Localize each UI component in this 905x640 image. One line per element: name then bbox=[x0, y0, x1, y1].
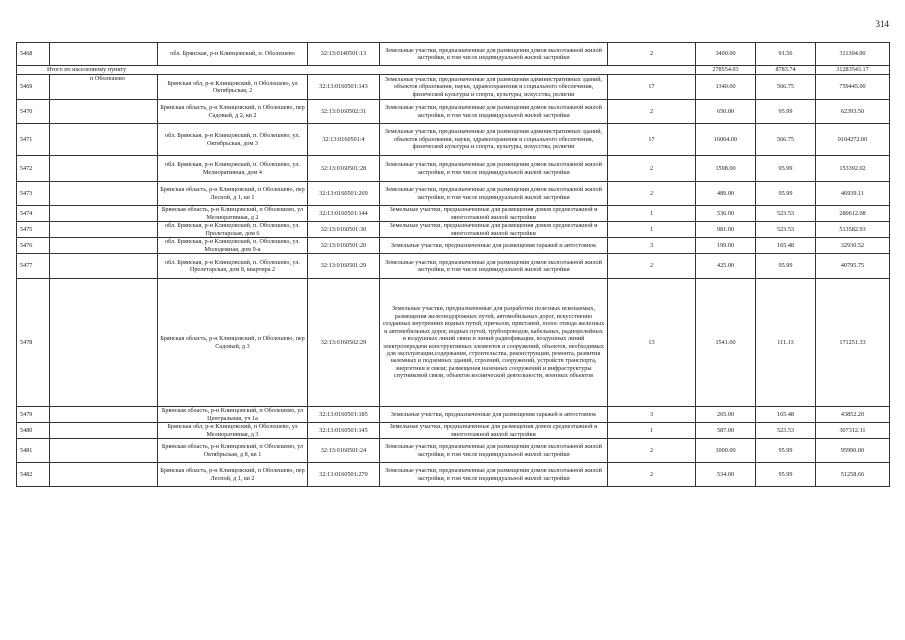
group-cell: 2 bbox=[608, 100, 696, 124]
rate-cell: 95.99 bbox=[756, 254, 816, 279]
cadastral-number-cell: 32:13:0160501:270 bbox=[308, 463, 380, 487]
row-number: 5470 bbox=[17, 100, 50, 124]
cadastral-number-cell: 32:13:0140501:13 bbox=[308, 43, 380, 66]
group-cell: 1 bbox=[608, 206, 696, 222]
land-use-cell: Земельные участки, предназначенные для размещения гаражей и автостоянок bbox=[380, 407, 608, 423]
total-cell: 153392.02 bbox=[816, 156, 890, 182]
table-row bbox=[17, 254, 890, 279]
rate-cell: 95.99 bbox=[756, 439, 816, 463]
address-cell: Брянская область, р-н Клинцовский, п Оболешево, пер Лесной, д 1, кв 2 bbox=[158, 463, 308, 487]
group-cell: 17 bbox=[608, 75, 696, 100]
cadastral-number-cell: 32:13:0160501:144 bbox=[308, 206, 380, 222]
settlement-cell bbox=[50, 43, 158, 66]
rate-cell: 165.48 bbox=[756, 238, 816, 254]
table-row bbox=[17, 124, 890, 156]
total-cell: 513582.93 bbox=[816, 222, 890, 238]
rate-cell: 523.53 bbox=[756, 222, 816, 238]
cadastral-number-cell: 32:13:0160501:143 bbox=[308, 75, 380, 100]
rate-cell: 91.56 bbox=[756, 43, 816, 66]
rate-cell: 111.13 bbox=[756, 279, 816, 407]
table-row bbox=[17, 423, 890, 439]
rate-cell: 95.99 bbox=[756, 156, 816, 182]
row-number: 5468 bbox=[17, 43, 50, 66]
settlement-cell bbox=[50, 463, 158, 487]
address-cell: обл. Брянская, р-н Клинцовский, п. Оболешево, ул. Пролетарская, дом 6 bbox=[158, 222, 308, 238]
address-cell: обл. Брянская, р-н Клинцовский, п. Оболешево, ул. Октябрьская, дом 3 bbox=[158, 124, 308, 156]
land-use-cell: Земельные участки, предназначенные для размещения административных зданий, объектов образования, науки, здравоохранения и социального обеспечения, физической культуры и спорта, культуры, искусства, религии bbox=[380, 75, 608, 100]
address-cell: Брянская область, р-н Клинцовский, п Оболешево, пер Садовый, д 2, кв 2 bbox=[158, 100, 308, 124]
group-cell: 2 bbox=[608, 463, 696, 487]
row-number: 5480 bbox=[17, 423, 50, 439]
row-number: 5469 bbox=[17, 75, 50, 100]
total-cell: 280612.08 bbox=[816, 206, 890, 222]
row-number: 5478 bbox=[17, 279, 50, 407]
total-cell: 307312.11 bbox=[816, 423, 890, 439]
group-cell: 3 bbox=[608, 238, 696, 254]
land-use-cell: Земельные участки, предназначенные для размещения домов среднеэтажной и многоэтажной жилой застройки bbox=[380, 206, 608, 222]
area-cell: 1598.00 bbox=[696, 156, 756, 182]
rate-cell: 566.75 bbox=[756, 124, 816, 156]
area-cell: 1000.00 bbox=[696, 439, 756, 463]
settlement-cell bbox=[50, 156, 158, 182]
settlement-cell bbox=[50, 124, 158, 156]
total-cell: 51258.66 bbox=[816, 463, 890, 487]
group-cell: 1 bbox=[608, 222, 696, 238]
rate-cell: 165.48 bbox=[756, 407, 816, 423]
group-cell: 2 bbox=[608, 43, 696, 66]
land-use-cell: Земельные участки, предназначенные для размещения домов малоэтажной жилой застройки, в том числе индивидуальной жилой застройки bbox=[380, 100, 608, 124]
table-row bbox=[17, 75, 890, 100]
land-use-cell: Земельные участки, предназначенные для размещения гаражей и автостоянок bbox=[380, 238, 608, 254]
area-cell: 587.00 bbox=[696, 423, 756, 439]
area-cell: 650.00 bbox=[696, 100, 756, 124]
group-cell: 2 bbox=[608, 156, 696, 182]
summary-rate: 8783.74 bbox=[756, 66, 816, 75]
cadastral-number-cell: 32:13:0160501:4 bbox=[308, 124, 380, 156]
area-cell: 536.00 bbox=[696, 206, 756, 222]
row-number: 5481 bbox=[17, 439, 50, 463]
table-row bbox=[17, 182, 890, 206]
summary-total: 31283543.17 bbox=[816, 66, 890, 75]
land-use-cell: Земельные участки, предназначенные для размещения домов среднеэтажной и многоэтажной жилой застройки bbox=[380, 222, 608, 238]
rate-cell: 95.99 bbox=[756, 463, 816, 487]
total-cell: 43852.20 bbox=[816, 407, 890, 423]
total-cell: 40795.75 bbox=[816, 254, 890, 279]
row-number: 5474 bbox=[17, 206, 50, 222]
table-row bbox=[17, 43, 890, 66]
total-cell: 311304.00 bbox=[816, 43, 890, 66]
rate-cell: 566.75 bbox=[756, 75, 816, 100]
address-cell: обл. Брянская, р-н Клинцовский, п. Оболешево, ул. Мелиоративная, дом 4 bbox=[158, 156, 308, 182]
row-number: 5473 bbox=[17, 182, 50, 206]
cadastral-number-cell: 32:13:0160501:29 bbox=[308, 254, 380, 279]
total-cell: 759445.00 bbox=[816, 75, 890, 100]
cadastral-number-cell: 32:13:0160501:145 bbox=[308, 423, 380, 439]
settlement-cell bbox=[50, 182, 158, 206]
table-row bbox=[17, 222, 890, 238]
group-cell: 2 bbox=[608, 439, 696, 463]
table-row bbox=[17, 206, 890, 222]
table-row bbox=[17, 463, 890, 487]
address-cell: обл. Брянская, р-н Клинцовский, п. Оболешево, ул. Пролетарская, дом 8, квартира 2 bbox=[158, 254, 308, 279]
area-cell: 3400.00 bbox=[696, 43, 756, 66]
summary-area: 278554.03 bbox=[696, 66, 756, 75]
address-cell: обл. Брянская, р-н Клинцовский, п. Оболешево, ул. Молодежная, дом 9-а bbox=[158, 238, 308, 254]
total-cell: 46939.11 bbox=[816, 182, 890, 206]
land-use-cell: Земельные участки, предназначенные для размещения домов малоэтажной жилой застройки, в том числе индивидуальной жилой застройки bbox=[380, 463, 608, 487]
row-number: 5471 bbox=[17, 124, 50, 156]
group-cell: 13 bbox=[608, 279, 696, 407]
table-row bbox=[17, 100, 890, 124]
cadastral-number-cell: 32:13:0160501:28 bbox=[308, 156, 380, 182]
total-cell: 32930.52 bbox=[816, 238, 890, 254]
cadastral-number-cell: 32:13:0160501:24 bbox=[308, 439, 380, 463]
settlement-cell bbox=[50, 206, 158, 222]
area-cell: 534.00 bbox=[696, 463, 756, 487]
total-cell: 62393.50 bbox=[816, 100, 890, 124]
area-cell: 425.00 bbox=[696, 254, 756, 279]
land-use-cell: Земельные участки, предназначенные для разработки полезных ископаемых, размещения железнодорожных путей, автомобильных дорог, искусственно созданных внутренних водных путей, причалов, пристаней, полос отвода железных и автомобильных дорог, водных путей, трубопроводов, кабельных, радиорелейных и воздушных линий связи и линий радиофикации, воздушных линий электропередачи конструктивных элементов и сооружений, объектов, необходимых для эксплуатации,содержания, строительства, реконструкции, ремонта, развития наземных и подземных зданий, строений, сооружений, устройств транспорта, энергетики и связи; размещения наземных сооружений и инфраструктуры спутниковой связи, объектов космической деятельности, военных объектов bbox=[380, 279, 608, 407]
table-row bbox=[17, 439, 890, 463]
group-cell: 3 bbox=[608, 407, 696, 423]
rate-cell: 523.53 bbox=[756, 423, 816, 439]
area-cell: 981.00 bbox=[696, 222, 756, 238]
page-number: 314 bbox=[875, 19, 889, 29]
settlement-cell bbox=[50, 222, 158, 238]
cadastral-number-cell: 32:13:0160502:29 bbox=[308, 279, 380, 407]
settlement-cell bbox=[50, 279, 158, 407]
settlement-cell bbox=[50, 254, 158, 279]
row-number: 5482 bbox=[17, 463, 50, 487]
land-use-cell: Земельные участки, предназначенные для размещения административных зданий, объектов образования, науки, здравоохранения и социального обеспечения, физической культуры и спорта, культуры, искусства, религии bbox=[380, 124, 608, 156]
area-cell: 489.00 bbox=[696, 182, 756, 206]
cadastral-number-cell: 32:13:0160501:30 bbox=[308, 222, 380, 238]
settlement-label: п Оболешево bbox=[50, 75, 158, 100]
address-cell: Брянская область, р-н Клинцовский, п Оболешево, ул Центральная, уч 1а bbox=[158, 407, 308, 423]
address-cell: Брянская область, р-н Клинцовский, п Оболешево, ул Мелиоративная, д 2 bbox=[158, 206, 308, 222]
area-cell: 16064.00 bbox=[696, 124, 756, 156]
address-cell: обл. Брянская, р-н Клинцовский, п. Оболешево bbox=[158, 43, 308, 66]
cadastral-number-cell: 32:13:0160501:185 bbox=[308, 407, 380, 423]
group-cell: 1 bbox=[608, 423, 696, 439]
cadastral-number-cell: 32:13:0160501:20 bbox=[308, 238, 380, 254]
row-number: 5472 bbox=[17, 156, 50, 182]
address-cell: Брянская область, р-н Клинцовский, п Оболешево, пер Лесной, д 1, кв 1 bbox=[158, 182, 308, 206]
land-use-cell: Земельные участки, предназначенные для размещения домов малоэтажной жилой застройки, в том числе индивидуальной жилой застройки bbox=[380, 254, 608, 279]
cadastral-number-cell: 32:13:0160501:269 bbox=[308, 182, 380, 206]
land-use-cell: Земельные участки, предназначенные для размещения домов малоэтажной жилой застройки, в том числе индивидуальной жилой застройки bbox=[380, 182, 608, 206]
land-use-cell: Земельные участки, предназначенные для размещения домов малоэтажной жилой застройки, в том числе индивидуальной жилой застройки bbox=[380, 156, 608, 182]
table-row bbox=[17, 407, 890, 423]
total-cell: 9104272.00 bbox=[816, 124, 890, 156]
address-cell: Брянская область, р-н Клинцовский, п Оболешево, ул Октябрьская, д 8, кв 1 bbox=[158, 439, 308, 463]
settlement-cell bbox=[50, 407, 158, 423]
area-cell: 1541.00 bbox=[696, 279, 756, 407]
cadastral-number-cell: 32:13:0160502:31 bbox=[308, 100, 380, 124]
area-cell: 199.00 bbox=[696, 238, 756, 254]
summary-label: Итого по населенному пункту bbox=[17, 66, 696, 75]
summary-row bbox=[17, 66, 890, 75]
row-number: 5476 bbox=[17, 238, 50, 254]
group-cell: 17 bbox=[608, 124, 696, 156]
land-use-cell: Земельные участки, предназначенные для размещения домов среднеэтажной и многоэтажной жилой застройки bbox=[380, 423, 608, 439]
table-row bbox=[17, 279, 890, 407]
total-cell: 171251.33 bbox=[816, 279, 890, 407]
settlement-cell bbox=[50, 100, 158, 124]
table-row bbox=[17, 238, 890, 254]
table-row bbox=[17, 156, 890, 182]
land-use-cell: Земельные участки, предназначенные для размещения домов малоэтажной жилой застройки, в том числе индивидуальной жилой застройки bbox=[380, 439, 608, 463]
row-number: 5477 bbox=[17, 254, 50, 279]
rate-cell: 95.99 bbox=[756, 100, 816, 124]
address-cell: Брянская область, р-н Клинцовский, п Оболешево, пер Садовый, д 3 bbox=[158, 279, 308, 407]
area-cell: 265.00 bbox=[696, 407, 756, 423]
settlement-cell bbox=[50, 439, 158, 463]
settlement-cell bbox=[50, 238, 158, 254]
address-cell: Брянская обл, р-н Клинцовский, п Оболешево, ул Мелиоративная, д 3 bbox=[158, 423, 308, 439]
group-cell: 2 bbox=[608, 182, 696, 206]
row-number: 5475 bbox=[17, 222, 50, 238]
land-use-cell: Земельные участки, предназначенные для размещения домов малоэтажной жилой застройки, в том числе индивидуальной жилой застройки bbox=[380, 43, 608, 66]
row-number: 5479 bbox=[17, 407, 50, 423]
settlement-cell bbox=[50, 423, 158, 439]
rate-cell: 95.99 bbox=[756, 182, 816, 206]
rate-cell: 523.53 bbox=[756, 206, 816, 222]
address-cell: Брянская обл, р-н Клинцовский, п Оболешево, ул Октябрьская, 2 bbox=[158, 75, 308, 100]
area-cell: 1340.00 bbox=[696, 75, 756, 100]
land-plots-table bbox=[16, 42, 890, 487]
group-cell: 2 bbox=[608, 254, 696, 279]
total-cell: 95990.00 bbox=[816, 439, 890, 463]
